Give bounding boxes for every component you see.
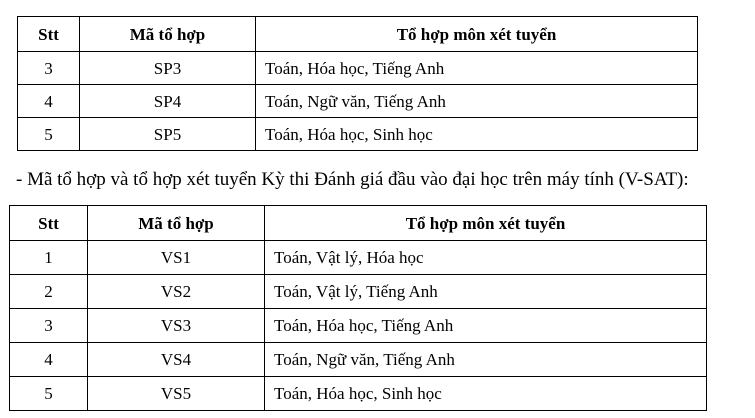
cell-stt: 1 xyxy=(10,241,88,275)
cell-code: SP4 xyxy=(80,85,256,118)
cell-code: VS3 xyxy=(88,309,265,343)
cell-code: VS2 xyxy=(88,275,265,309)
header-subjects: Tổ hợp môn xét tuyển xyxy=(256,17,698,52)
table-row xyxy=(18,52,698,85)
cell-stt: 3 xyxy=(10,309,88,343)
header-stt: Stt xyxy=(18,17,80,52)
header-stt: Stt xyxy=(10,206,88,241)
table-row xyxy=(10,343,707,377)
cell-stt: 2 xyxy=(10,275,88,309)
cell-subjects: Toán, Hóa học, Tiếng Anh xyxy=(256,52,698,85)
table-row xyxy=(18,85,698,118)
combination-table-sp xyxy=(17,16,698,151)
cell-subjects: Toán, Vật lý, Tiếng Anh xyxy=(265,275,707,309)
cell-code: VS1 xyxy=(88,241,265,275)
table-row xyxy=(10,275,707,309)
cell-stt: 4 xyxy=(18,85,80,118)
cell-subjects: Toán, Hóa học, Sinh học xyxy=(256,118,698,151)
header-code: Mã tổ hợp xyxy=(80,17,256,52)
cell-stt: 3 xyxy=(18,52,80,85)
cell-code: VS5 xyxy=(88,377,265,411)
table-row xyxy=(10,241,707,275)
cell-subjects: Toán, Ngữ văn, Tiếng Anh xyxy=(265,343,707,377)
table-row xyxy=(10,377,707,411)
cell-code: VS4 xyxy=(88,343,265,377)
cell-subjects: Toán, Ngữ văn, Tiếng Anh xyxy=(256,85,698,118)
header-subjects: Tổ hợp môn xét tuyển xyxy=(265,206,707,241)
cell-subjects: Toán, Vật lý, Hóa học xyxy=(265,241,707,275)
cell-stt: 4 xyxy=(10,343,88,377)
cell-code: SP5 xyxy=(80,118,256,151)
combination-table-vsat xyxy=(9,205,707,411)
table-row xyxy=(18,118,698,151)
table-header-row xyxy=(18,17,698,52)
cell-stt: 5 xyxy=(18,118,80,151)
cell-subjects: Toán, Hóa học, Sinh học xyxy=(265,377,707,411)
table-row xyxy=(10,309,707,343)
table-header-row xyxy=(10,206,707,241)
header-code: Mã tổ hợp xyxy=(88,206,265,241)
vsat-note: - Mã tổ hợp và tổ hợp xét tuyển Kỳ thi Đánh giá đầu vào đại học trên máy tính (V-SAT): xyxy=(16,169,689,190)
cell-subjects: Toán, Hóa học, Tiếng Anh xyxy=(265,309,707,343)
cell-stt: 5 xyxy=(10,377,88,411)
cell-code: SP3 xyxy=(80,52,256,85)
